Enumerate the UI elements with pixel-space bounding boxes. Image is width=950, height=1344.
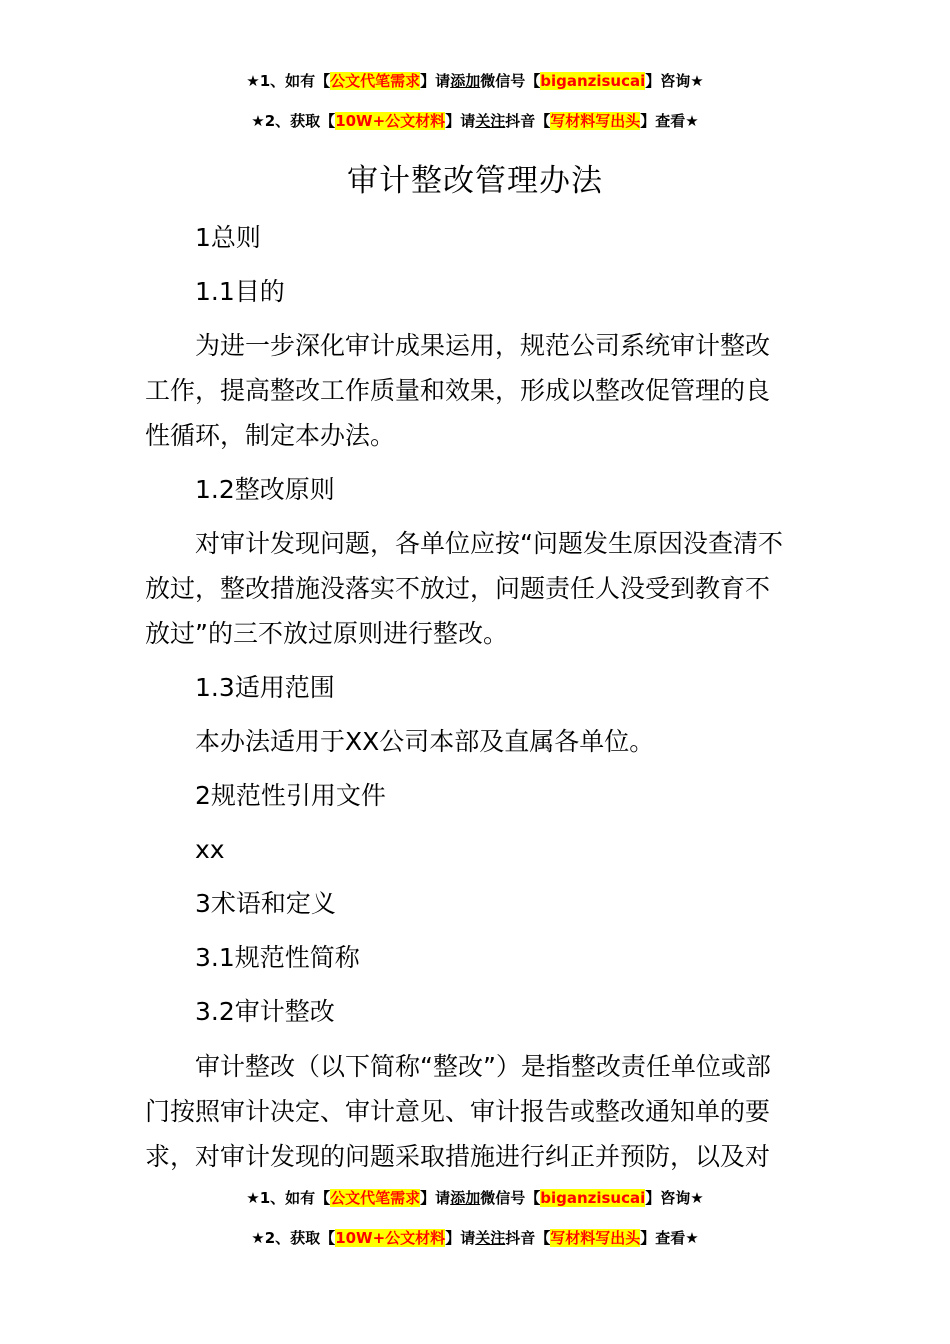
- highlight-douyin-id: 写材料写出头: [550, 1229, 641, 1247]
- paragraph-line: 工作，提高整改工作质量和效果，形成以整改促管理的良: [145, 376, 771, 405]
- section-heading: 3.1规范性简称: [195, 943, 360, 972]
- banner-text: 抖音【: [505, 112, 551, 130]
- highlight-wechat-id: biganzisucai: [540, 1189, 646, 1207]
- underlined-text: 添加: [450, 72, 481, 90]
- banner-text: 】请: [445, 1229, 476, 1247]
- section-heading: 3.2审计整改: [195, 997, 335, 1026]
- paragraph-line: 放过，整改措施没落实不放过，问题责任人没受到教育不: [145, 574, 771, 603]
- banner-text: ★2、获取【: [251, 112, 336, 130]
- banner-text: 微信号【: [480, 72, 541, 90]
- section-heading: 2规范性引用文件: [195, 781, 386, 810]
- promo-banner-top-line1: [0, 70, 950, 92]
- banner-text: 】咨询★: [645, 72, 704, 90]
- banner-text: 】请: [445, 112, 476, 130]
- banner-text: 】请: [420, 72, 451, 90]
- banner-text: 】咨询★: [645, 1189, 704, 1207]
- paragraph-line: 求，对审计发现的问题采取措施进行纠正并预防，以及对: [145, 1142, 771, 1171]
- highlight-text: 公文代笔需求: [330, 72, 421, 90]
- banner-text: ★2、获取【: [251, 1229, 336, 1247]
- banner-text: 】请: [420, 1189, 451, 1207]
- banner-text: 抖音【: [505, 1229, 551, 1247]
- promo-banner-bottom-line1: [0, 1187, 950, 1209]
- section-heading: 1.2整改原则: [195, 475, 335, 504]
- highlight-text: 公文代笔需求: [330, 1189, 421, 1207]
- underlined-text: 添加: [450, 1189, 481, 1207]
- paragraph-line: 对审计发现问题，各单位应按“问题发生原因没查清不: [195, 529, 783, 558]
- highlight-wechat-id: biganzisucai: [540, 72, 646, 90]
- paragraph-line: 放过”的三不放过原则进行整改。: [145, 619, 508, 648]
- highlight-text: 10W+公文材料: [335, 112, 446, 130]
- banner-text: ★1、如有【: [246, 1189, 331, 1207]
- section-heading: 3术语和定义: [195, 889, 336, 918]
- paragraph-line: 性循环，制定本办法。: [145, 421, 396, 450]
- highlight-text: 10W+公文材料: [335, 1229, 446, 1247]
- section-heading: 1总则: [195, 223, 261, 252]
- paragraph-line: 为进一步深化审计成果运用，规范公司系统审计整改: [195, 331, 771, 360]
- paragraph-line: 审计整改（以下简称“整改”）是指整改责任单位或部: [195, 1052, 771, 1081]
- banner-text: 微信号【: [480, 1189, 541, 1207]
- section-heading: 1.1目的: [195, 277, 285, 306]
- banner-text: 】查看★: [640, 112, 699, 130]
- paragraph-line: 门按照审计决定、审计意见、审计报告或整改通知单的要: [145, 1097, 771, 1126]
- highlight-douyin-id: 写材料写出头: [550, 112, 641, 130]
- section-heading: 1.3适用范围: [195, 673, 335, 702]
- banner-text: 】查看★: [640, 1229, 699, 1247]
- promo-banner-top-line2: [0, 110, 950, 132]
- promo-banner-bottom-line2: [0, 1227, 950, 1249]
- paragraph-line: 本办法适用于XX公司本部及直属各单位。: [195, 727, 655, 756]
- underlined-text: 关注: [475, 1229, 506, 1247]
- banner-text: ★1、如有【: [246, 72, 331, 90]
- paragraph-line: xx: [195, 835, 225, 864]
- document-title: 审计整改管理办法: [347, 163, 603, 199]
- underlined-text: 关注: [475, 112, 506, 130]
